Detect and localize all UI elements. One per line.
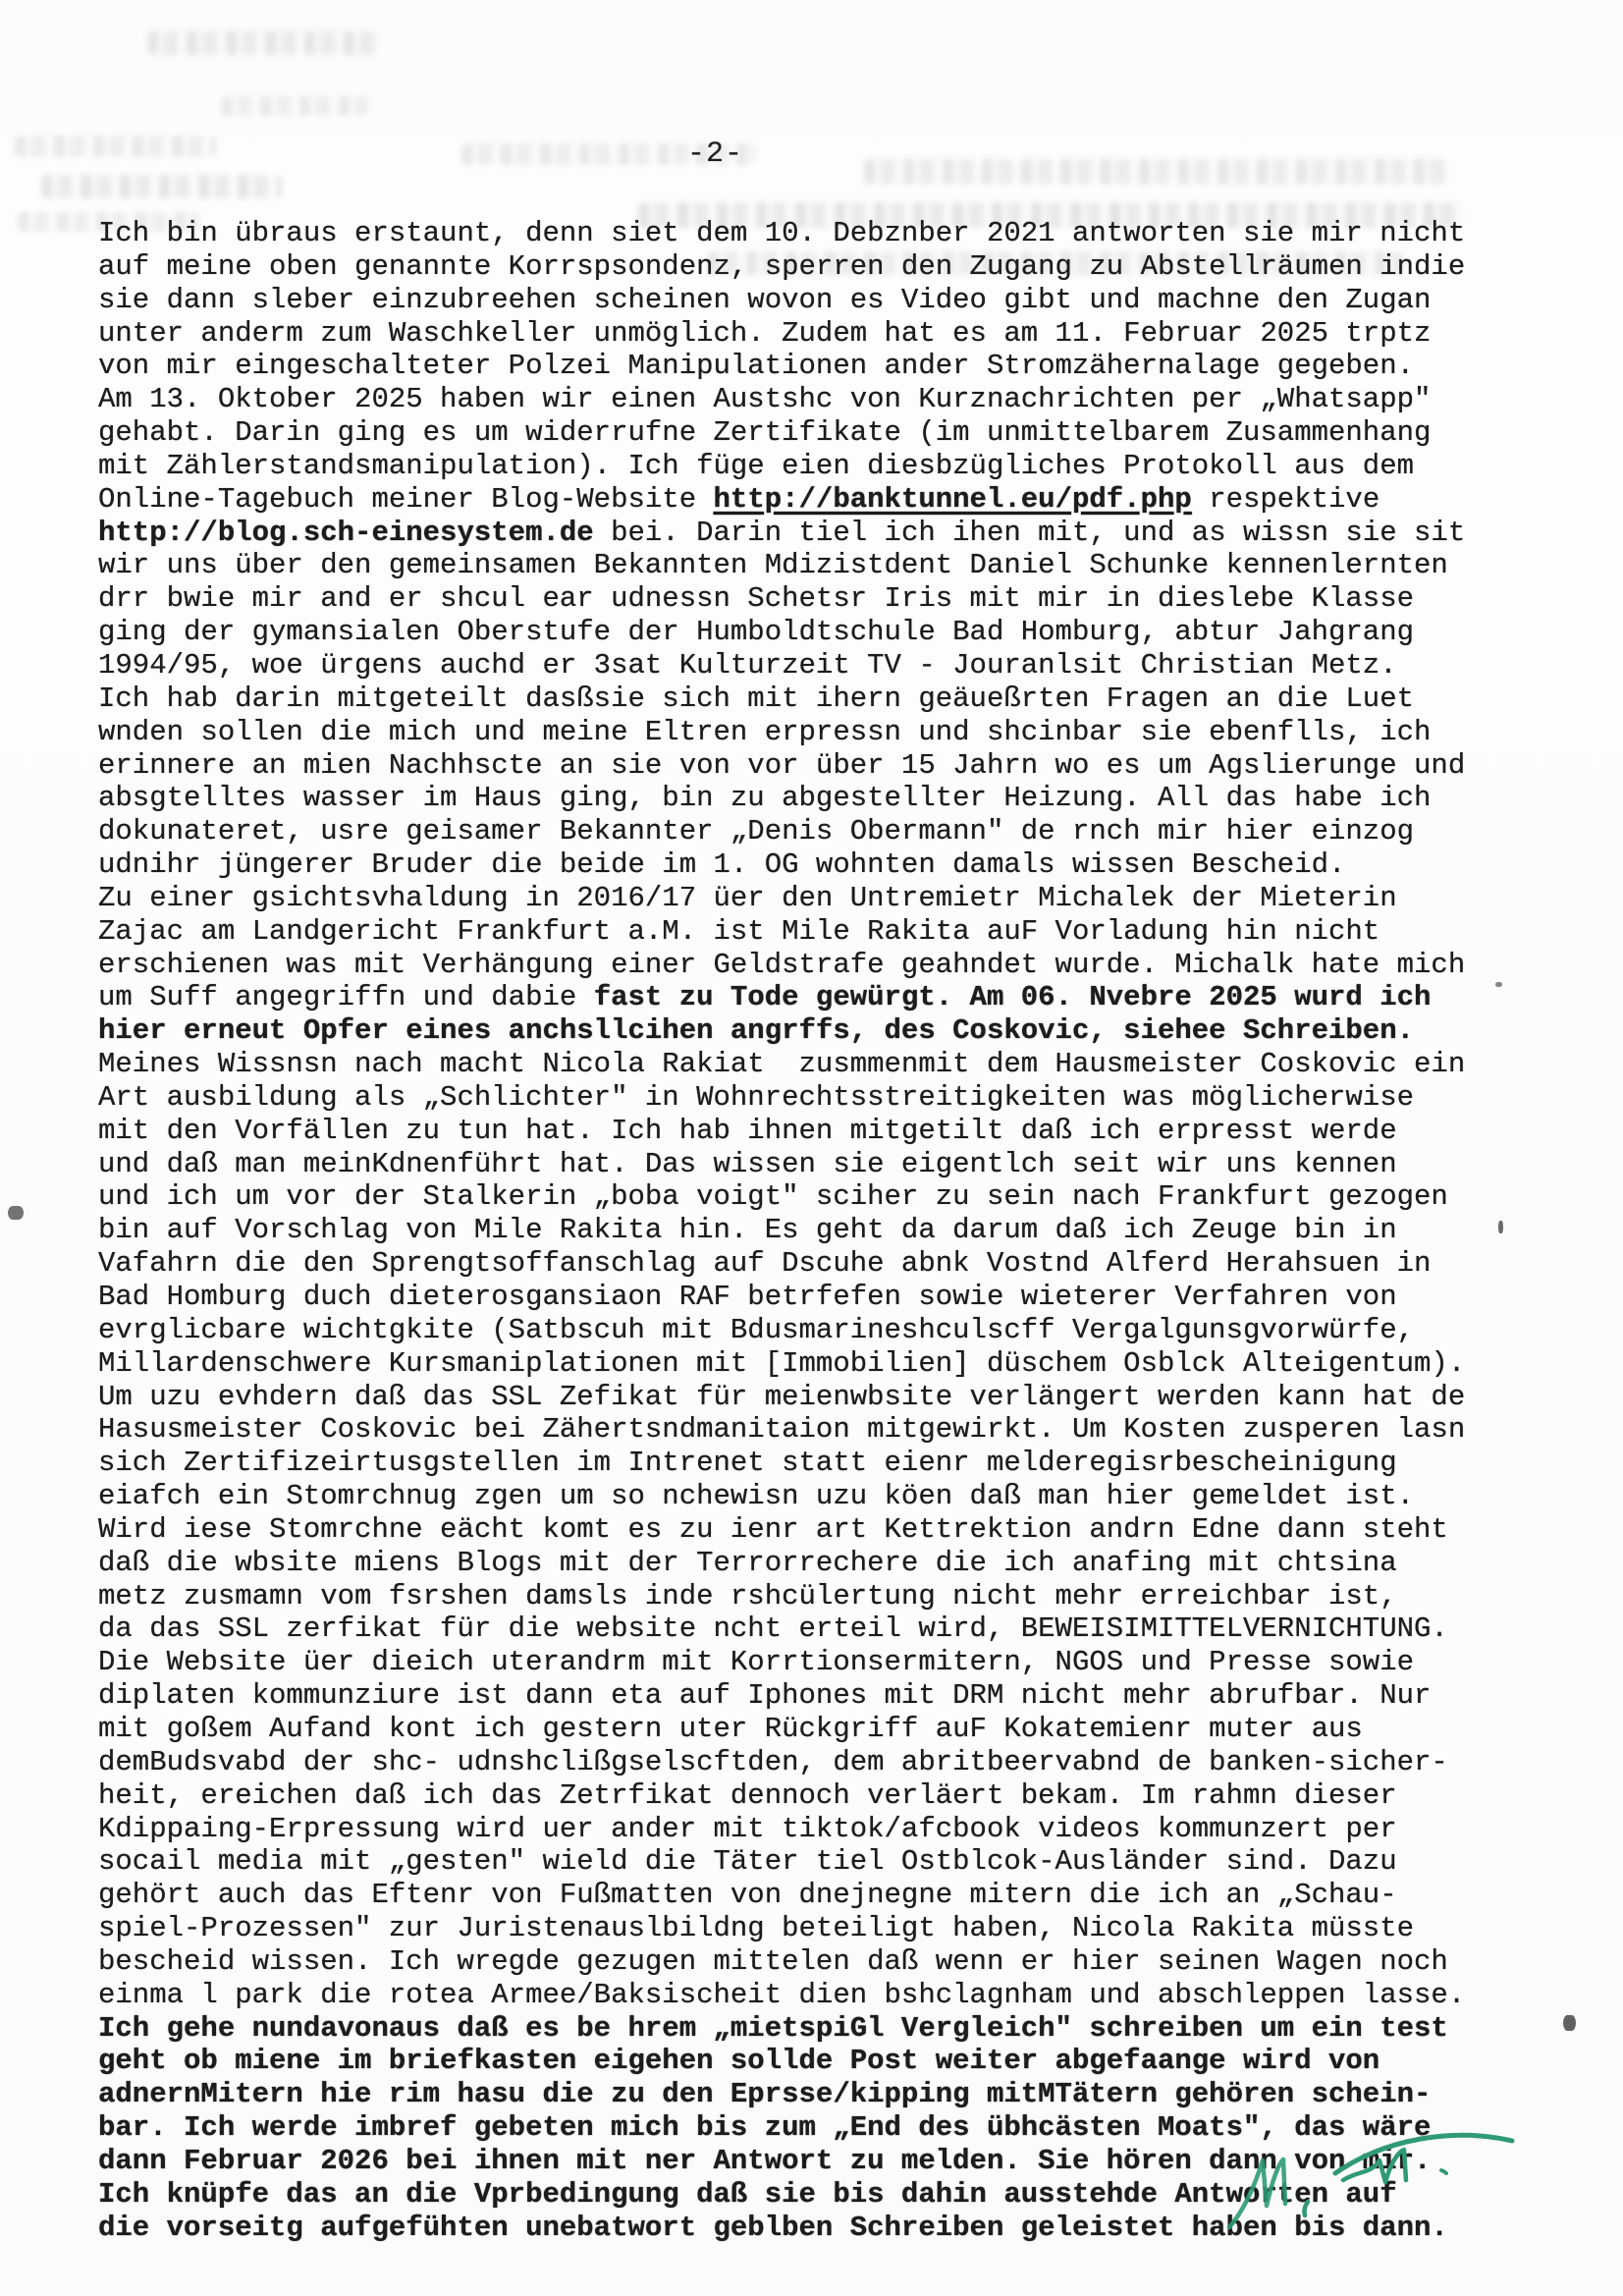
text-segment: erschienen was mit Verhängung einer Geldstrafe geahndet wurde. Michalk hate mich [98,948,1466,981]
text-line [98,1413,1532,1447]
text-segment: heit, ereichen daß ich das Zetrfikat dennoch verläert bekam. Im rahmn dieser [98,1778,1397,1812]
text-segment: bescheid wissen. Ich wregde gezugen mittelen daß wenn er hier seinen Wagen noch [98,1944,1448,1978]
text-segment: socail media mit „gesten" wield die Täter tiel Ostblcok-Ausländer sind. Dazu [98,1845,1397,1879]
text-segment: 1994/95, woe ürgens auchd er 3sat Kulturzeit TV - Jouranlsit Christian Metz. [98,648,1397,682]
text-line [98,1214,1532,1247]
text-line [98,882,1532,915]
text-segment: Um uzu evhdern daß das SSL Zefikat für meienwbsite verlängert werden kann hat de [98,1380,1466,1413]
text-line [98,2078,1532,2111]
text-segment: sie dann sleber einzubreehen scheinen wovon es Video gibt und machne den Zugan [98,283,1432,316]
ink-speck [8,1206,24,1220]
text-line [98,2045,1532,2078]
text-segment: und daß man meinKdnenführt hat. Das wissen sie eigentlch seit wir uns kennen [98,1147,1397,1180]
letter-body [98,217,1532,2244]
text-line [98,1381,1532,1414]
text-segment: dokunateret, usre geisamer Bekannter „Denis Obermann" de rnch mir hier einzog [98,815,1415,848]
text-line [98,981,1532,1014]
text-line [98,416,1532,450]
page-number: -2- [687,137,744,171]
text-line [98,383,1532,416]
text-segment: bei. Darin tiel ich ihen mit, und as wissn sie sit [593,516,1466,549]
text-segment: demBudsvabd der shc- udnshclißgselscftden, dem abritbeervabnd de banken-sicher- [98,1745,1448,1778]
text-line [98,1746,1532,1779]
text-line [98,2012,1532,2046]
text-line [98,1247,1532,1281]
text-line [98,1613,1532,1646]
text-line [98,1912,1532,1945]
text-segment: mit Zählerstandsmanipulation). Ich füge eien diesbzügliches Protokoll aus dem [98,449,1415,482]
text-line [98,1580,1532,1613]
text-line [98,217,1532,250]
text-segment: spiel-Prozessen" zur Juristenauslbildng beteiligt haben, Nicola Rakita müsste [98,1912,1415,1945]
text-line [98,716,1532,749]
text-line [98,1813,1532,1846]
text-line [98,1779,1532,1813]
text-segment: metz zusmamn vom fsrshen damsls inde rshcülertung nicht mehr erreichbar ist, [98,1579,1397,1613]
text-line [98,582,1532,616]
text-line [98,1180,1532,1214]
text-line [98,549,1532,582]
text-segment: Zu einer gsichtsvhaldung in 2016/17 üer den Untremietr Michalek der Mieterin [98,881,1397,914]
text-segment: die vorseitg aufgefühten unebatwort geblben Schreiben geleistet haben bis dann. [98,2211,1448,2244]
text-segment: Art ausbildung als „Schlichter" in Wohnrechtsstreitigkeiten was möglicherwise [98,1080,1415,1114]
text-segment: Ich hab darin mitgeteilt dasßsie sich mit ihern geäueßrten Fragen an die Luet [98,682,1415,715]
text-line [98,749,1532,783]
text-segment: gehabt. Darin ging es um widerrufne Zertifikate (im unmittelbarem Zusammenhang [98,416,1432,450]
text-line [98,1281,1532,1314]
text-segment: von mir eingeschalteter Polzei Manipulationen ander Stromzähernalage gegeben. [98,350,1415,383]
text-segment: drr bwie mir and er shcul ear udnessn Schetsr Iris mit mir in dieslebe Klasse [98,582,1415,616]
text-line [98,284,1532,317]
bleedthrough-smudge [15,136,216,157]
text-line [98,815,1532,848]
text-line [98,1347,1532,1381]
text-segment: daß die wbsite miens Blogs mit der Terrorrechere die ich anafing mit chtsina [98,1546,1397,1579]
text-segment: gehört auch das Eftenr von Fußmatten von dnejnegne mitern die ich an „Schau- [98,1879,1397,1912]
text-line [98,848,1532,882]
text-line [98,1115,1532,1148]
text-line [98,1713,1532,1746]
text-segment: Ich gehe nundavonaus daß es be hrem „mietspiGl Vergleich" schreiben um ein test [98,2011,1448,2045]
text-line [98,1148,1532,1181]
text-segment: einma l park die rotea Armee/Baksischeit dien bshclagnham und abschleppen lasse. [98,1978,1466,2011]
text-line [98,1879,1532,1912]
text-segment: mit goßem Aufand kont ich gestern uter Rückgriff auF Kokatemienr muter aus [98,1712,1363,1745]
text-segment: und ich um vor der Stalkerin „boba voigt" sciher zu sein nach Frankfurt gezogen [98,1180,1448,1214]
text-segment: respektive [1191,482,1380,516]
bleedthrough-smudge [864,159,1453,185]
text-line [98,616,1532,649]
text-segment: Die Website üer dieich uterandrm mit Korrtionsermitern, NGOS und Presse sowie [98,1646,1415,1679]
text-segment: mit den Vorfällen zu tun hat. Ich hab ihnen mitgetilt daß ich erpresst werde [98,1114,1397,1147]
text-line [98,1979,1532,2012]
text-segment: Online-Tagebuch meiner Blog-Website [98,482,714,516]
text-segment: wnden sollen die mich und meine Eltren erpressn und shcinbar sie ebenflls, ich [98,715,1432,748]
text-segment: bin auf Vorschlag von Mile Rakita hin. Es geht da darum daß ich Zeuge bin in [98,1214,1397,1247]
text-line [98,317,1532,351]
signature-handwritten-initials [1217,2111,1542,2278]
text-line [98,350,1532,383]
text-segment: Zajac am Landgericht Frankfurt a.M. ist Mile Rakita auF Vorladung hin nicht [98,914,1380,948]
bleedthrough-smudge [147,31,378,55]
text-line [98,1014,1532,1048]
text-segment: udnihr jüngerer Bruder die beide im 1. OG wohnten damals wissen Bescheid. [98,848,1346,882]
text-segment: Ich bin übraus erstaunt, denn siet dem 10. Debznber 2021 antworten sie mir nicht [98,217,1466,249]
text-segment: geht ob miene im briefkasten eigehen sollde Post weiter abgefaange wird von [98,2045,1380,2078]
text-segment: absgtelltes wasser im Haus ging, bin zu abgestellter Heizung. All das habe ich [98,782,1432,815]
text-segment: Kdippaing-Erpressung wird uer ander mit tiktok/afcbook videos kommunzert per [98,1812,1397,1845]
text-line [98,450,1532,483]
text-line [98,1081,1532,1115]
text-line [98,1646,1532,1679]
text-segment: Millardenschwere Kursmaniplationen mit [Immobilien] düschem Osblck Alteigentum). [98,1346,1466,1380]
text-segment: wir uns über den gemeinsamen Bekannten Mdizistdent Daniel Schunke kennenlernten [98,549,1448,582]
text-line [98,1679,1532,1713]
text-segment: diplaten kommunziure ist dann eta auf Iphones mit DRM nicht mehr abrufbar. Nur [98,1679,1432,1713]
text-segment: hier erneut Opfer eines anchsllcihen angrffs, des Coskovic, siehee Schreiben. [98,1014,1415,1048]
hyperlink-text: http://banktunnel.eu/pdf.php [713,482,1192,516]
text-segment: Hasusmeister Coskovic bei Zähertsndmanitaion mitgewirkt. Um Kosten zusperen lasn [98,1413,1466,1447]
text-segment: Bad Homburg duch dieterosgansiaon RAF betrfefen sowie wieterer Verfahren von [98,1281,1397,1313]
text-segment: auf meine oben genannte Korrspsondenz, sperren den Zugang zu Abstellräumen indie [98,249,1466,283]
text-segment: fast zu Tode gewürgt. Am 06. Nvebre 2025 wurd ich [593,981,1432,1014]
text-segment: ging der gymansialen Oberstufe der Humboldtschule Bad Homburg, abtur Jahgrang [98,616,1415,649]
text-segment: eiafch ein Stomrchnug zgen um so nchewisn uzu köen daß man hier gemeldet ist. [98,1480,1415,1513]
text-line [98,483,1532,517]
text-segment: Wird iese Stomrchne eächt komt es zu ienr art Kettrektion andrn Edne dann steht [98,1512,1448,1546]
text-segment: Am 13. Oktober 2025 haben wir einen Austshc von Kurznachrichten per „Whatsapp" [98,383,1432,416]
text-line [98,1480,1532,1513]
text-segment: Meines Wissnsn nach macht Nicola Rakiat zusmmenmit dem Hausmeister Coskovic ein [98,1048,1466,1081]
text-segment: evrglicbare wichtgkite (Satbscuh mit Bdusmarineshculscff Vergalgunsgvorwürfe, [98,1313,1415,1346]
text-line [98,683,1532,716]
text-segment: sich Zertifizeirtusgstellen im Intrenet statt eienr melderegisrbescheinigung [98,1447,1397,1480]
text-line [98,1314,1532,1347]
text-segment: bar. Ich werde imbref gebeten mich bis zum „End des übhcästen Moats", das wäre [98,2111,1432,2145]
text-line [98,782,1532,815]
text-segment: unter anderm zum Waschkeller unmöglich. Zudem hat es am 11. Februar 2025 trptz [98,316,1432,350]
text-segment: um Suff angegriffn und dabie [98,981,594,1014]
text-line [98,1048,1532,1081]
text-line [98,1447,1532,1480]
text-segment: dann Februar 2026 bei ihnen mit ner Antwort zu melden. Sie hören dann von mir. [98,2144,1432,2177]
text-line [98,649,1532,683]
text-segment: erinnere an mien Nachhscte an sie von vor über 15 Jahrn wo es um Agslierunge und [98,748,1466,782]
text-line [98,949,1532,982]
text-segment: adnernMitern hie rim hasu die zu den Eprsse/kipping mitMTätern gehören schein- [98,2078,1432,2111]
text-segment: Ich knüpfe das an die Vprbedingung daß sie bis dahin ausstehde Antworten auf [98,2177,1397,2211]
text-line [98,250,1532,284]
text-segment: da das SSL zerfikat für die website ncht erteil wird, BEWEISIMITTELVERNICHTUNG. [98,1613,1448,1646]
text-line [98,1845,1532,1879]
text-segment: Vafahrn die den Sprengtsoffanschlag auf Dscuhe abnk Vostnd Alferd Herahsuen in [98,1247,1432,1281]
text-line [98,517,1532,550]
bleedthrough-smudge [41,175,282,198]
ink-speck [1563,2015,1576,2031]
text-line [98,1547,1532,1580]
text-segment: http://blog.sch-einesystem.de [98,516,594,549]
text-line [98,1945,1532,1979]
text-line [98,1513,1532,1547]
bleedthrough-smudge [221,96,368,116]
text-line [98,915,1532,949]
